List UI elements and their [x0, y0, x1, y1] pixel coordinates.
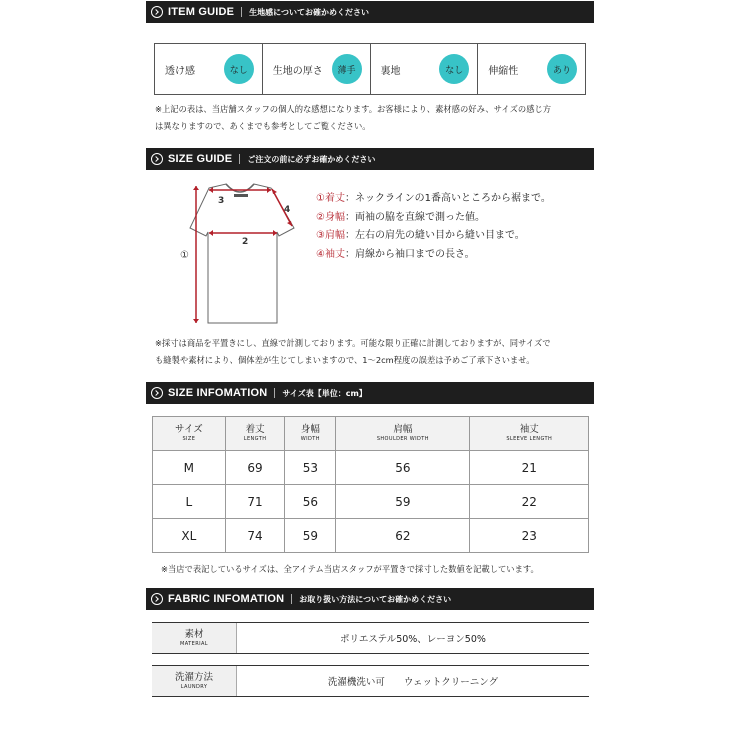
item-guide-header [146, 1, 594, 23]
diagram-num-4: 4 [284, 205, 291, 215]
legend-row: ③肩幅：左右の肩先の縫い目から縫い目まで。 [316, 230, 525, 241]
guide-label: 裏地 [380, 65, 401, 77]
section-title: ITEM GUIDE [168, 6, 235, 18]
item-guide-note [155, 101, 551, 135]
value-cell: 21 [470, 451, 589, 485]
section-subtitle: サイズ表【単位：cm】 [282, 388, 367, 398]
section-title: FABRIC INFOMATION [168, 593, 285, 605]
note-line: も縫製や素材により、個体差が生じてしまいますので、1〜2cm程度の誤差は予めご了承下さいませ。 [155, 355, 535, 365]
chevron-circle-icon [151, 6, 163, 18]
laundry-value: 洗濯機洗い可 ウェットクリーニング [327, 677, 499, 688]
value-cell: 23 [470, 519, 589, 553]
diagram-num-3: 3 [218, 196, 225, 206]
table-header-row [153, 417, 589, 451]
fabric-info-header [146, 588, 594, 610]
value-cell: 53 [285, 451, 336, 485]
fabric-feel-table [154, 43, 586, 95]
value-cell: 71 [225, 485, 285, 519]
size-info-header [146, 382, 594, 404]
value-cell: 22 [470, 485, 589, 519]
divider [241, 7, 242, 17]
value-cell: 59 [285, 519, 336, 553]
material-value: ポリエステル50%、レーヨン50% [340, 634, 486, 645]
guide-cell-lining [371, 44, 479, 94]
value-cell: 59 [336, 485, 470, 519]
section-subtitle: ご注文の前に必ずお確かめください [247, 154, 376, 164]
value-cell: 62 [336, 519, 470, 553]
guide-label: 生地の厚さ [272, 65, 323, 77]
diagram-num-2: 2 [242, 237, 249, 247]
size-cell: XL [153, 519, 226, 553]
header-cell: 身幅 WIDTH [285, 417, 336, 451]
size-cell: M [153, 451, 226, 485]
guide-value-badge: なし [224, 54, 254, 84]
section-title: SIZE INFOMATION [168, 387, 268, 399]
table-row [153, 451, 589, 485]
material-row [152, 622, 589, 654]
laundry-row [152, 665, 589, 697]
divider [274, 388, 275, 398]
guide-value-badge: 薄手 [332, 54, 362, 84]
guide-cell-thickness [263, 44, 371, 94]
header-cell: 着丈 LENGTH [225, 417, 285, 451]
section-title: SIZE GUIDE [168, 153, 233, 165]
legend-row: ①着丈：ネックラインの1番高いところから裾まで。 [316, 193, 551, 204]
measurement-legend [316, 190, 551, 264]
legend-row: ②身幅：両袖の脇を直線で測った値。 [316, 211, 485, 223]
size-table [152, 416, 589, 553]
guide-cell-stretch [478, 44, 585, 94]
size-guide-header [146, 148, 594, 170]
header-cell: 袖丈 SLEEVE LENGTH [470, 417, 589, 451]
chevron-circle-icon [151, 387, 163, 399]
section-subtitle: お取り扱い方法についてお確かめください [299, 594, 452, 604]
guide-label: 伸縮性 [488, 65, 519, 77]
note-line: ※採寸は商品を平置きにし、直線で計測しております。可能な限り正確に計測しておりますが、同サイズで [155, 338, 551, 348]
value-cell: 74 [225, 519, 285, 553]
size-info-note: ※当店で表記しているサイズは、全アイテム当店スタッフが平置きで採寸した数値を記載しています。 [161, 564, 539, 574]
header-cell: 肩幅 SHOULDER WIDTH [336, 417, 470, 451]
size-cell: L [153, 485, 226, 519]
guide-cell-sheer [155, 44, 263, 94]
table-row [153, 519, 589, 553]
value-cell: 69 [225, 451, 285, 485]
diagram-num-1: ① [180, 250, 189, 261]
value-cell: 56 [285, 485, 336, 519]
note-line: は異なりますので、あくまでも参考としてご覧ください。 [155, 121, 371, 131]
guide-value-badge: あり [547, 54, 577, 84]
chevron-circle-icon [151, 153, 163, 165]
laundry-label: 洗濯方法 LAUNDRY [152, 666, 237, 696]
chevron-circle-icon [151, 593, 163, 605]
legend-row: ④袖丈：肩線から袖口までの長さ。 [316, 248, 475, 260]
guide-label: 透け感 [165, 65, 195, 77]
tag-icon [234, 194, 248, 197]
note-line: ※上記の表は、当店舗スタッフの個人的な感想になります。お客様により、素材感の好み、サイズの感じ方 [155, 104, 552, 114]
section-subtitle: 生地感についてお確かめください [249, 7, 370, 17]
guide-value-badge: なし [439, 54, 469, 84]
divider [291, 594, 292, 604]
size-guide-note [155, 335, 551, 369]
tshirt-outline [190, 184, 294, 323]
value-cell: 56 [336, 451, 470, 485]
material-label: 素材 MATERIAL [152, 623, 237, 653]
table-row [153, 485, 589, 519]
divider [239, 154, 240, 164]
header-cell: サイズ SIZE [153, 417, 226, 451]
tshirt-measurement-diagram [176, 178, 306, 328]
